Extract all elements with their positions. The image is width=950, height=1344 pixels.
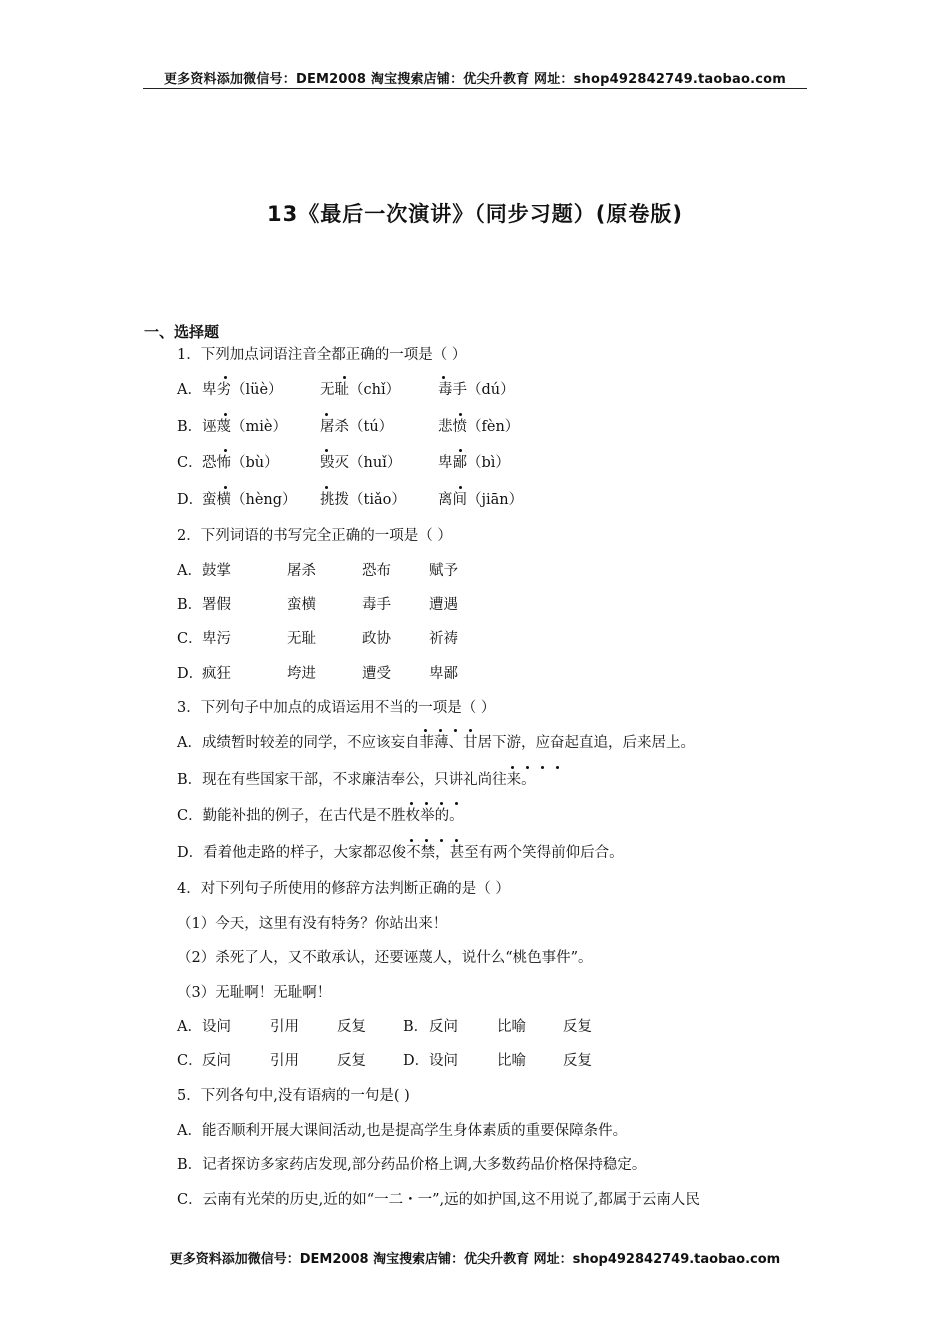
q1-b-word-3: 悲愤（fèn） <box>438 419 520 435</box>
q1-a-word-1: 卑劣（lüè） <box>202 382 283 398</box>
q2-c-word-4: 祈祷 <box>429 631 458 647</box>
q4-b-item-3: 反复 <box>563 1019 592 1035</box>
q4-options-row-2 <box>177 1051 617 1071</box>
question-5-stem: 5．下列各句中,没有语病的一句是( ) <box>177 1088 410 1104</box>
option-letter: A． <box>177 1019 202 1035</box>
q1-d-word-3: 离间（jiān） <box>438 492 524 508</box>
page-footer: 更多资料添加微信号：DEM2008 淘宝搜索店铺：优尖升教育 网址：shop492842749.taobao.com <box>169 1252 781 1267</box>
q1-option-b <box>177 417 577 437</box>
q4-sentence-3: （3）无耻啊！无耻啊！ <box>177 985 332 1001</box>
q4-d-item-1: 设问 <box>429 1053 458 1069</box>
q2-b-word-4: 遭遇 <box>429 597 458 613</box>
q2-a-word-3: 恐布 <box>362 563 391 579</box>
q2-option-a <box>177 561 497 581</box>
q3-option-a: A．成绩暂时较差的同学，不应该妄自菲薄、甘居下游，应奋起直追，后来居上。 <box>177 735 695 751</box>
question-1-stem: 1．下列加点词语注音全都正确的一项是（ ） <box>177 347 467 363</box>
q4-sentence-1: （1）今天，这里有没有特务？你站出来！ <box>177 916 448 932</box>
q2-option-d <box>177 664 497 684</box>
q5-option-a: A．能否顺利开展大课间活动,也是提高学生身体素质的重要保障条件。 <box>177 1123 628 1139</box>
q1-option-c <box>177 453 577 473</box>
q2-d-word-3: 遭受 <box>362 666 391 682</box>
option-letter: B． <box>177 419 203 435</box>
option-letter: B． <box>177 597 203 613</box>
option-letter: C． <box>177 455 203 471</box>
q2-c-word-1: 卑污 <box>202 631 231 647</box>
q2-option-b <box>177 595 497 615</box>
q4-b-item-1: 反问 <box>429 1019 458 1035</box>
q1-b-word-1: 诬蔑（miè） <box>202 419 287 435</box>
q2-b-word-2: 蛮横 <box>287 597 316 613</box>
option-letter: B． <box>403 1019 429 1035</box>
q4-c-item-2: 引用 <box>270 1053 299 1069</box>
q1-d-word-2: 挑拨（tiǎo） <box>320 492 406 508</box>
q5-option-b: B．记者探访多家药店发现,部分药品价格上调,大多数药品价格保持稳定。 <box>177 1157 647 1173</box>
q2-a-word-4: 赋予 <box>429 563 458 579</box>
question-3-stem: 3．下列句子中加点的成语运用不当的一项是（ ） <box>177 700 496 716</box>
q2-a-word-2: 屠杀 <box>287 563 316 579</box>
page-title: 13《最后一次演讲》（同步习题）(原卷版) <box>267 202 683 226</box>
option-letter: D． <box>177 492 204 508</box>
q2-option-c <box>177 629 497 649</box>
q2-b-word-1: 署假 <box>202 597 231 613</box>
page-header: 更多资料添加微信号：DEM2008 淘宝搜索店铺：优尖升教育 网址：shop492842749.taobao.com <box>163 72 787 87</box>
q4-d-item-3: 反复 <box>563 1053 592 1069</box>
q4-a-item-2: 引用 <box>270 1019 299 1035</box>
q2-c-word-3: 政协 <box>362 631 391 647</box>
section-heading: 一、选择题 <box>144 323 220 341</box>
q4-c-item-1: 反问 <box>202 1053 231 1069</box>
q1-c-word-1: 恐怖（bù） <box>202 455 279 471</box>
q4-options-row-1 <box>177 1017 617 1037</box>
q3-option-c: C．勤能补拙的例子，在古代是不胜枚举的。 <box>177 808 464 824</box>
q1-option-d <box>177 490 577 510</box>
option-letter: C． <box>177 631 203 647</box>
q2-d-word-1: 疯狂 <box>202 666 231 682</box>
q4-sentence-2: （2）杀死了人，又不敢承认，还要诬蔑人，说什么“桃色事件”。 <box>177 950 593 966</box>
q1-c-word-3: 卑鄙（bì） <box>438 455 510 471</box>
q1-option-a <box>177 380 577 400</box>
q4-b-item-2: 比喻 <box>497 1019 526 1035</box>
q1-b-word-2: 屠杀（tú） <box>320 419 394 435</box>
q5-option-c: C．云南有光荣的历史,近的如“一二・一”,远的如护国,这不用说了,都属于云南人民 <box>177 1192 700 1208</box>
option-letter: A． <box>177 563 202 579</box>
q4-d-item-2: 比喻 <box>497 1053 526 1069</box>
header-divider <box>143 88 807 89</box>
q4-a-item-1: 设问 <box>202 1019 231 1035</box>
q2-d-word-4: 卑鄙 <box>429 666 458 682</box>
question-4-stem: 4．对下列句子所使用的修辞方法判断正确的是（ ） <box>177 881 510 897</box>
q1-a-word-2: 无耻（chǐ） <box>320 382 401 398</box>
q2-d-word-2: 垮进 <box>287 666 316 682</box>
q2-b-word-3: 毒手 <box>362 597 391 613</box>
q2-c-word-2: 无耻 <box>287 631 316 647</box>
q4-a-item-3: 反复 <box>337 1019 366 1035</box>
option-letter: A． <box>177 382 202 398</box>
q1-c-word-2: 毁灭（huǐ） <box>320 455 402 471</box>
option-letter: D． <box>403 1053 430 1069</box>
q1-a-word-3: 毒手（dú） <box>438 382 515 398</box>
q1-d-word-1: 蛮横（hèng） <box>202 492 297 508</box>
q4-c-item-3: 反复 <box>337 1053 366 1069</box>
q2-a-word-1: 鼓掌 <box>202 563 231 579</box>
q3-option-d: D．看着他走路的样子，大家都忍俊不禁，甚至有两个笑得前仰后合。 <box>177 845 624 861</box>
option-letter: C． <box>177 1053 203 1069</box>
option-letter: D． <box>177 666 204 682</box>
question-2-stem: 2．下列词语的书写完全正确的一项是（ ） <box>177 528 452 544</box>
q3-option-b: B．现在有些国家干部，不求廉洁奉公，只讲礼尚往来。 <box>177 772 536 788</box>
